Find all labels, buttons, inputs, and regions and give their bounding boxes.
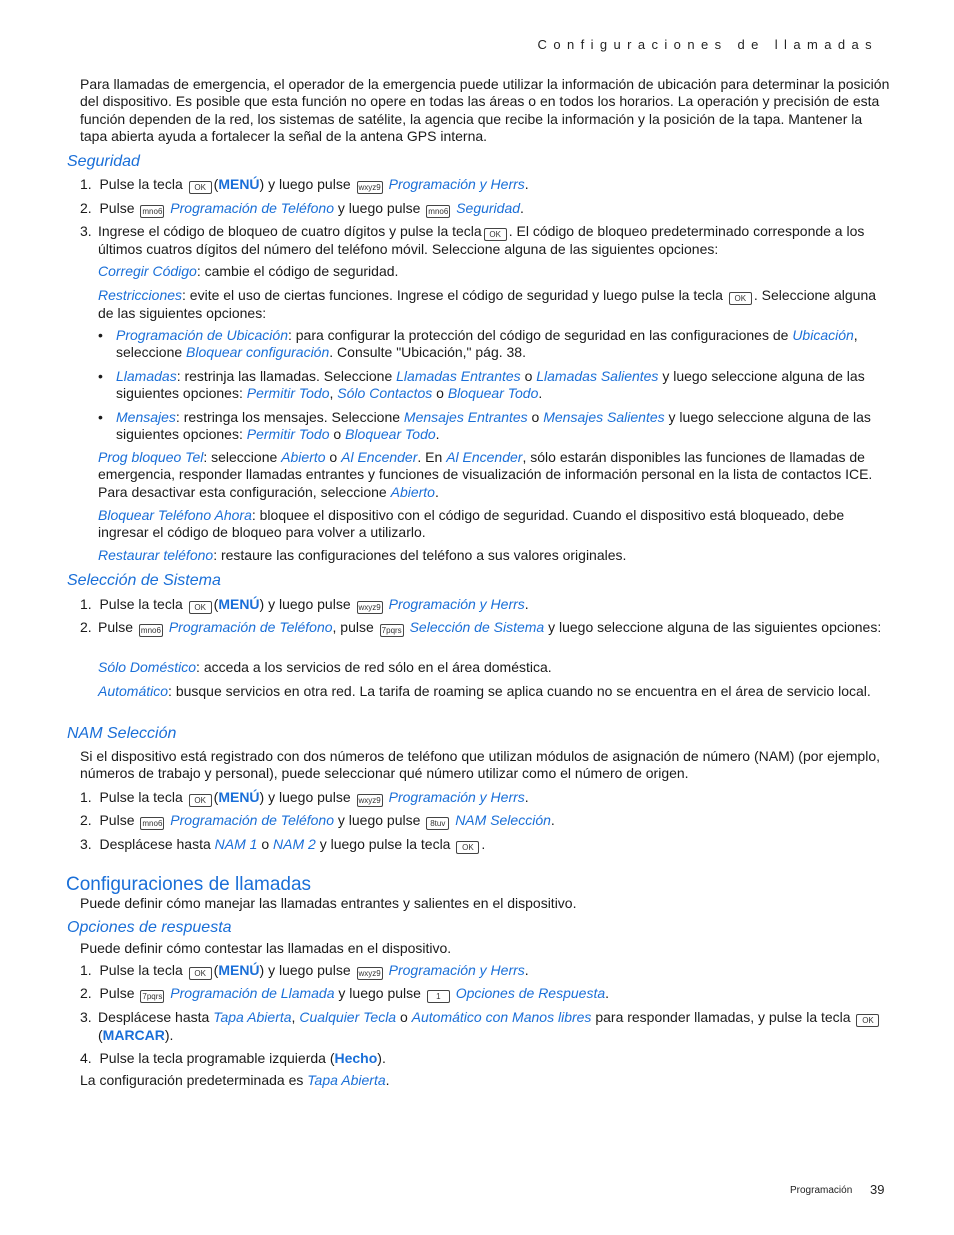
restriction-llamadas: Llamadas: restrinja las llamadas. Seleccione Llamadas Entrantes o Llamadas Salientes y luego seleccione alguna de las siguientes opciones: Permitir Todo, Sólo Contactos o Bloquear Todo. bbox=[116, 368, 865, 402]
ok-key-icon: OK bbox=[484, 228, 507, 241]
option-restricciones: Restricciones: evite el uso de ciertas funciones. Ingrese el código de seguridad y luego pulse la tecla OK . Seleccione alguna de las siguientes opciones: bbox=[98, 287, 877, 321]
resp-step-2: 2. Pulse 7pqrs Programación de Llamada y luego pulse 1 Opciones de Respuesta. bbox=[80, 985, 610, 1001]
heading-seleccion-sistema: Selección de Sistema bbox=[67, 572, 221, 589]
seg-step-3-number: 3. bbox=[80, 223, 92, 239]
one-key-icon: 1 bbox=[427, 990, 450, 1003]
sis-step-2: Pulse mno6 Programación de Teléfono, pulse 7pqrs Selección de Sistema y luego seleccione alguna de las siguientes opciones: bbox=[98, 619, 882, 635]
default-setting-note: La configuración predeterminada es Tapa Abierta. bbox=[80, 1072, 390, 1088]
resp-step-3-number: 3. bbox=[80, 1009, 92, 1025]
ok-key-icon: OK bbox=[189, 601, 212, 614]
restriction-ubicacion: Programación de Ubicación: para configurar la protección del código de seguridad en las configuraciones de Ubicación, seleccione Bloquear configuración. Consulte "Ubicación," pág. 38. bbox=[116, 327, 858, 361]
mno6-key-icon: mno6 bbox=[428, 207, 449, 216]
ok-key-icon: OK bbox=[729, 292, 752, 305]
option-automatico: Automático: busque servicios en otra red. La tarifa de roaming se aplica cuando no se encuentra en el área de servicio local. bbox=[98, 683, 871, 699]
option-prog-bloqueo-tel: Prog bloqueo Tel: seleccione Abierto o Al Encender. En Al Encender, sólo estarán disponibles las funciones de llamadas de emergencia, responder llamadas entrantes y funciones de visualización de información personal en la lista de contactos ICE. Para desactivar esta configuración, seleccione Abierto. bbox=[98, 449, 873, 500]
heading-opciones-respuesta: Opciones de respuesta bbox=[67, 919, 232, 936]
ok-key-icon: OK bbox=[856, 1014, 879, 1027]
nam-step-3: 3. Desplácese hasta NAM 1 o NAM 2 y luego pulse la tecla OK . bbox=[80, 836, 486, 852]
ok-key-icon: OK bbox=[189, 181, 212, 194]
sis-step-2-number: 2. bbox=[80, 619, 92, 635]
wxyz9-key-icon: wxyz9 bbox=[358, 796, 381, 805]
wxyz9-key-icon: wxyz9 bbox=[358, 969, 381, 978]
wxyz9-key-icon: wxyz9 bbox=[358, 603, 381, 612]
section-title-configuraciones: Configuraciones de llamadas bbox=[66, 874, 312, 895]
pqrs7-key-icon: 7pqrs bbox=[381, 626, 402, 635]
nam-intro: Si el dispositivo está registrado con dos números de teléfono que utilizan módulos de asignación de número (NAM) (por ejemplo, números de trabajo y personal), puede seleccionar qué número utilizar como el número de origen. bbox=[80, 748, 880, 782]
seg-step-2: 2. Pulse mno6 Programación de Teléfono y luego pulse mno6 Seguridad. bbox=[80, 200, 524, 216]
bullet-icon: • bbox=[98, 368, 103, 384]
heading-nam-seleccion: NAM Selección bbox=[67, 725, 177, 742]
resp-step-1: 1. Pulse la tecla OK (MENÚ) y luego pulse wxyz9 Programación y Herrs. bbox=[80, 962, 529, 978]
page-number: 39 bbox=[870, 1182, 885, 1197]
sis-step-1: 1. Pulse la tecla OK (MENÚ) y luego pulse wxyz9 Programación y Herrs. bbox=[80, 596, 529, 612]
tuv8-key-icon: 8tuv bbox=[426, 817, 449, 830]
configuraciones-intro: Puede definir cómo manejar las llamadas entrantes y salientes en el dispositivo. bbox=[80, 895, 577, 911]
wxyz9-key-icon: wxyz9 bbox=[358, 183, 381, 192]
option-solo-domestico: Sólo Doméstico: acceda a los servicios de red sólo en el área doméstica. bbox=[98, 659, 552, 675]
seg-step-1: 1. Pulse la tecla OK (MENÚ) y luego pulse wxyz9 Programación y Herrs. bbox=[80, 176, 529, 192]
respuesta-intro: Puede definir cómo contestar las llamadas en el dispositivo. bbox=[80, 940, 452, 956]
mno6-key-icon: mno6 bbox=[140, 626, 161, 635]
bullet-icon: • bbox=[98, 327, 103, 343]
ok-key-icon: OK bbox=[456, 841, 479, 854]
pqrs7-key-icon: 7pqrs bbox=[142, 992, 163, 1001]
heading-seguridad: Seguridad bbox=[67, 153, 140, 170]
running-header: Configuraciones de llamadas bbox=[537, 37, 878, 52]
nam-step-1: 1. Pulse la tecla OK (MENÚ) y luego pulse wxyz9 Programación y Herrs. bbox=[80, 789, 529, 805]
option-corregir-codigo: Corregir Código: cambie el código de seguridad. bbox=[98, 263, 399, 279]
option-restaurar-telefono: Restaurar teléfono: restaure las configuraciones del teléfono a sus valores originales. bbox=[98, 547, 627, 563]
mno6-key-icon: mno6 bbox=[142, 819, 163, 828]
mno6-key-icon: mno6 bbox=[142, 207, 163, 216]
nam-step-2: 2. Pulse mno6 Programación de Teléfono y luego pulse 8tuv NAM Selección. bbox=[80, 812, 555, 828]
seg-step-3: Ingrese el código de bloqueo de cuatro dígitos y pulse la tecla OK . El código de bloqueo predeterminado corresponde a los últimos cuatros dígitos del número del teléfono móvil. Seleccione alguna de las siguientes opciones: bbox=[98, 223, 865, 257]
option-bloquear-telefono-ahora: Bloquear Teléfono Ahora: bloquee el dispositivo con el código de seguridad. Cuando el dispositivo está bloqueado, debe ingresar el código de bloqueo para volver a utilizarlo. bbox=[98, 507, 845, 541]
ok-key-icon: OK bbox=[189, 794, 212, 807]
restriction-mensajes: Mensajes: restringa los mensajes. Seleccione Mensajes Entrantes o Mensajes Salientes y luego seleccione alguna de las siguientes opciones: Permitir Todo o Bloquear Todo. bbox=[116, 409, 871, 443]
intro-paragraph: Para llamadas de emergencia, el operador de la emergencia puede utilizar la información de ubicación para determinar la posición del dispositivo. Es posible que esta función no opere en todas las áreas o en todos los horarios. La operación y precisión de esta función dependen de la red, los sistemas de satélite, la agencia que recibe la información y la posición de la tapa. Mantener la tapa abierta ayuda a fortalecer la señal de la antena GPS interna. bbox=[80, 76, 890, 145]
bullet-icon: • bbox=[98, 409, 103, 425]
footer-section-label: Programación bbox=[790, 1185, 853, 1196]
resp-step-3: Desplácese hasta Tapa Abierta, Cualquier Tecla o Automático con Manos libres para responder llamadas, y pulse la tecla OK(MARCAR). bbox=[98, 1009, 890, 1044]
ok-key-icon: OK bbox=[189, 967, 212, 980]
resp-step-4: 4. Pulse la tecla programable izquierda (Hecho). bbox=[80, 1050, 386, 1066]
